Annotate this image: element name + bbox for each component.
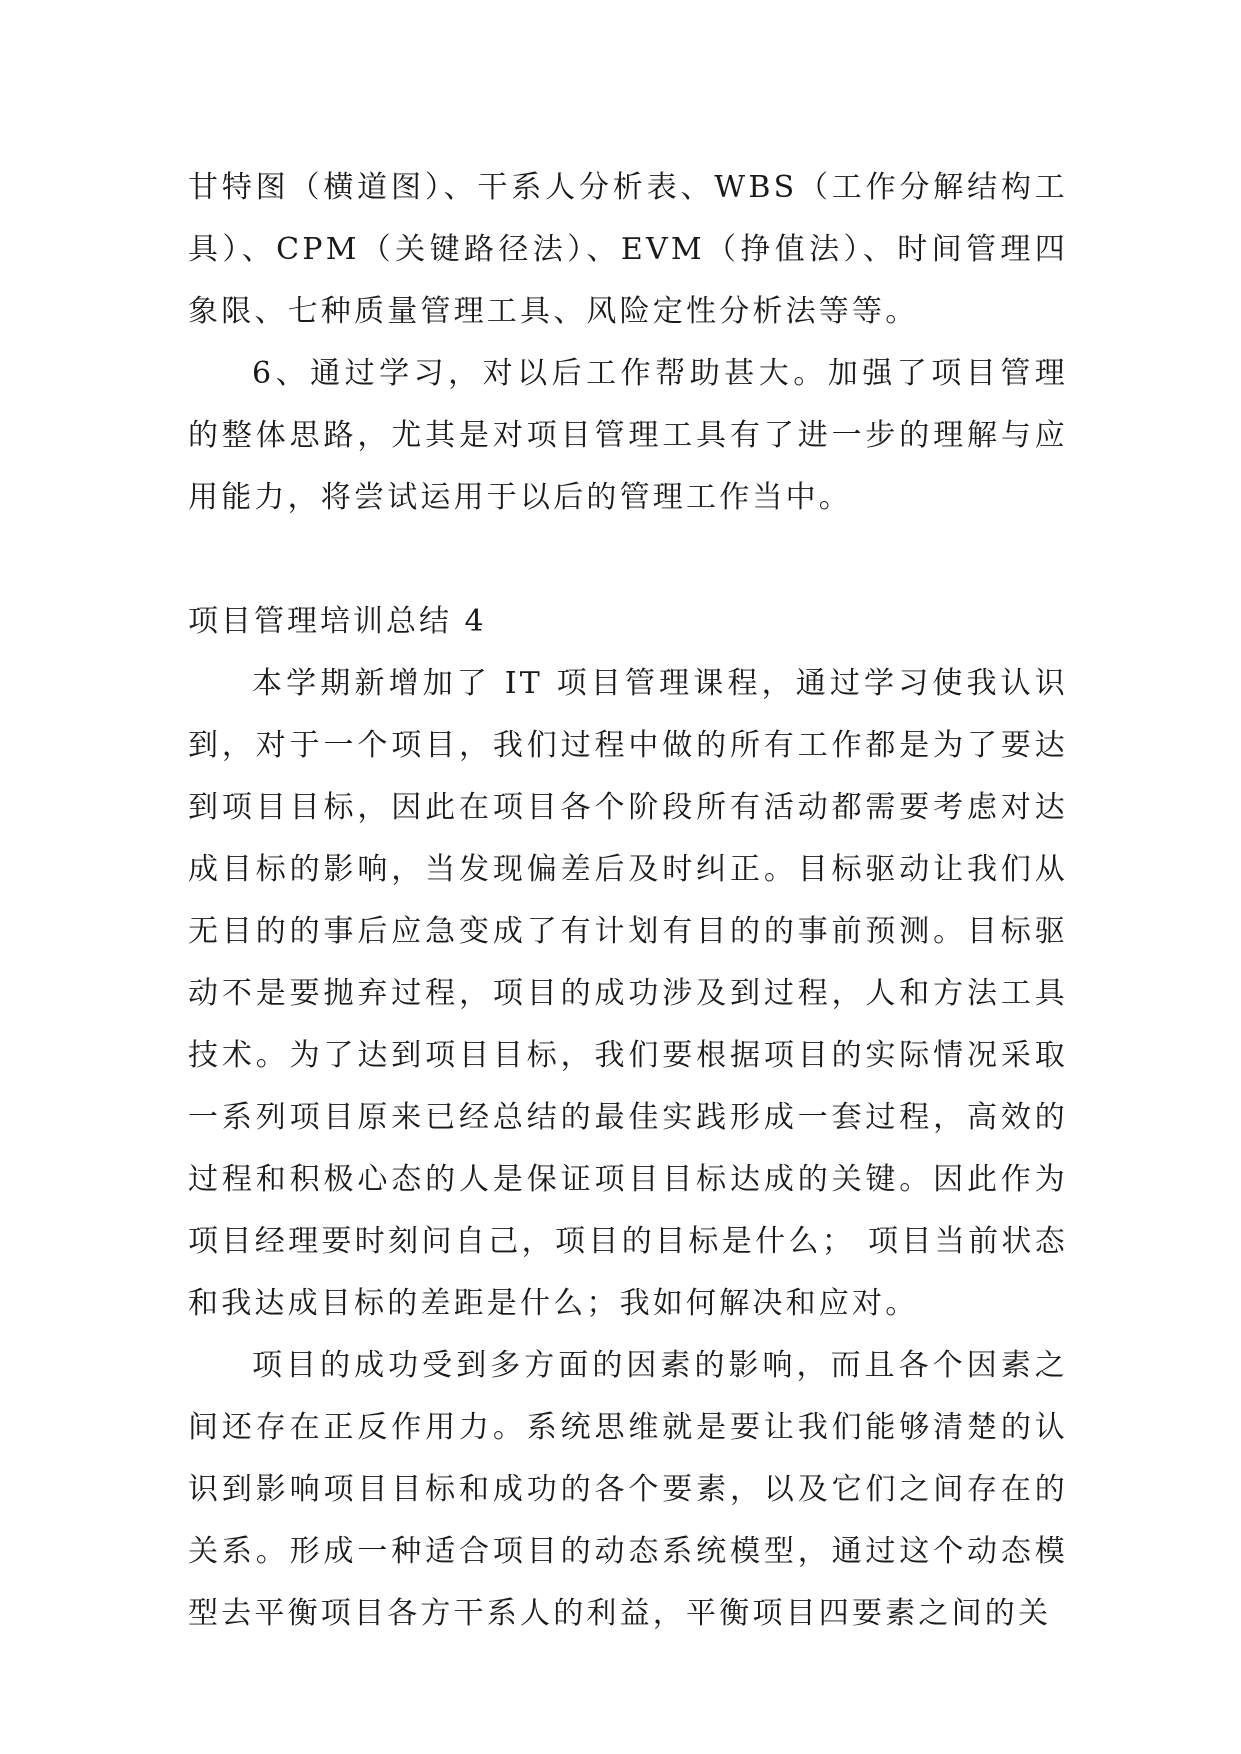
document-body — [188, 157, 1068, 1645]
paragraph-tools-list: 甘特图（横道图）、干系人分析表、WBS（工作分解结构工具）、CPM（关键路径法）、EVM（挣值法）、时间管理四象限、七种质量管理工具、风险定性分析法等等。 — [188, 170, 1068, 329]
section-gap — [188, 529, 1068, 591]
paragraph-section-1: 本学期新增加了 IT 项目管理课程，通过学习使我认识到，对于一个项目，我们过程中做的所有工作都是为了要达到项目目标，因此在项目各个阶段所有活动都需要考虑对达成目标的影响，当发现偏差后及时纠正。目标驱动让我们从无目的的事后应急变成了有计划有目的的事前预测。目标驱动不是要抛弃过程，项目的成功涉及到过程，人和方法工具技术。为了达到项目目标，我们要根据项目的实际情况采取一系列项目原来已经总结的最佳实践形成一套过程，高效的过程和积极心态的人是保证项目目标达成的关键。因此作为项目经理要时刻问自己，项目的目标是什么； 项目当前状态和我达成目标的差距是什么；我如何解决和应对。 — [188, 666, 1068, 1321]
paragraph-section-2: 项目的成功受到多方面的因素的影响，而且各个因素之间还存在正反作用力。系统思维就是要让我们能够清楚的认识到影响项目目标和成功的各个要素，以及它们之间存在的关系。形成一种适合项目的动态系统模型，通过这个动态模型去平衡项目各方干系人的利益，平衡项目四要素之间的关 — [188, 1348, 1068, 1631]
paragraph-point-6: 6、通过学习，对以后工作帮助甚大。加强了项目管理的整体思路，尤其是对项目管理工具有了进一步的理解与应用能力，将尝试运用于以后的管理工作当中。 — [188, 356, 1068, 515]
section-title: 项目管理培训总结 4 — [188, 604, 487, 639]
